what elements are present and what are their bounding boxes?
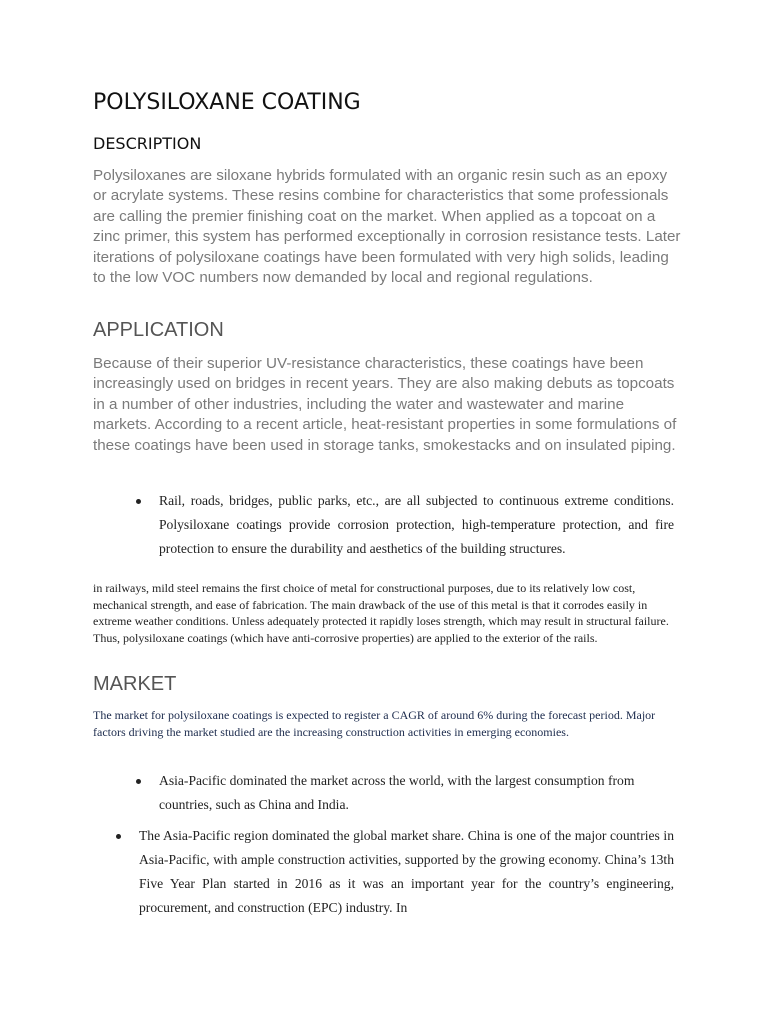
application-text: Because of their superior UV-resistance characteristics, these coatings have been increasingly used on bridges in recent years. They are also making debuts as topcoats in a number of other industries, including the water and wastewater and marine markets. According to a recent article, heat-resistant properties in some formulations of these coatings have been used in storage tanks, smokestacks and on insulated piping. [93, 355, 677, 454]
market-text: The market for polysiloxane coatings is expected to register a CAGR of around 6% during the forecast period. Major factors driving the market studied are the increasing construction activities in emerging economies. [93, 708, 656, 739]
railways-text: in railways, mild steel remains the first choice of metal for constructional purposes, due to its relatively low cost, mechanical strength, and ease of fabrication. The main drawback of the use of this metal is that it corrodes easily in extreme weather conditions. Unless adequately protected it rapidly loses strength, which may result in structural failure. Thus, polysiloxane coatings (which have anti-corrosive properties) are applied to the exterior of the rails. [93, 581, 669, 646]
application-heading: APPLICATION [93, 319, 224, 341]
application-bullet: Rail, roads, bridges, public parks, etc., are all subjected to continuous extreme conditions. Polysiloxane coatings provide corrosion protection, high-temperature protection, and fire protection to ensure the durability and aesthetics of the building structures. [159, 493, 674, 556]
bullet-dot [116, 834, 121, 839]
description-text: Polysiloxanes are siloxane hybrids formulated with an organic resin such as an epoxy or acrylate systems. These resins combine for characteristics that some professionals are calling the premier finishing coat on the market. When applied as a topcoat on a zinc primer, this system has performed exceptionally in corrosion resistance tests. Later iterations of polysiloxane coatings have been formulated with very high solids, leading to the low VOC numbers now demanded by local and regional regulations. [93, 167, 681, 287]
market-bullet-1: Asia-Pacific dominated the market across the world, with the largest consumption from countries, such as China and India. [159, 773, 635, 812]
market-bullet-2: The Asia-Pacific region dominated the global market share. China is one of the major countries in Asia-Pacific, with ample construction activities, supported by the growing economy. China’s 13th Five Year Plan started in 2016 as it was an important year for the country’s engineering, procurement, and construction (EPC) industry. In [139, 828, 674, 915]
bullet-dot [136, 499, 141, 504]
description-heading: DESCRIPTION [93, 134, 202, 153]
bullet-dot [136, 779, 141, 784]
market-heading: MARKET [93, 673, 177, 695]
document-title: POLYSILOXANE COATING [93, 90, 361, 115]
